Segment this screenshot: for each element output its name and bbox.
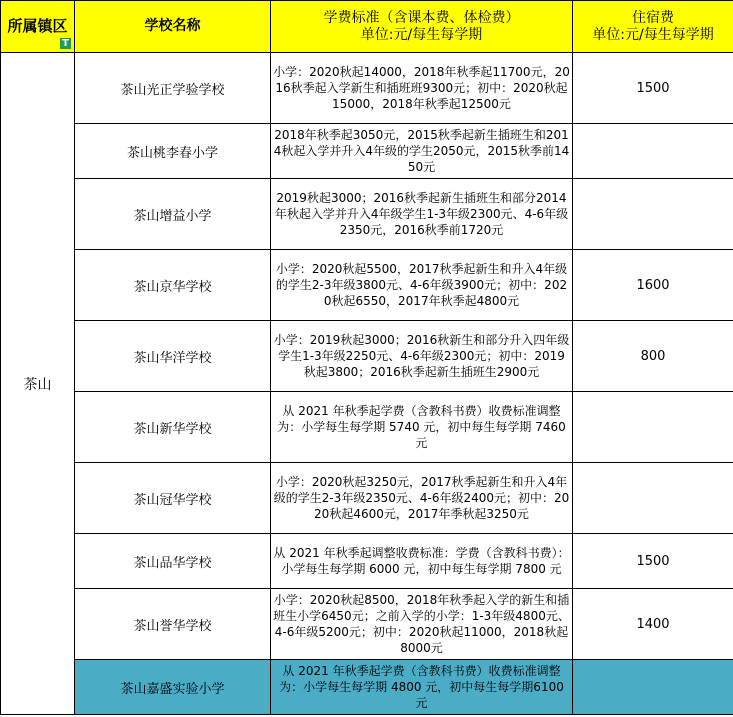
table-row: [1, 463, 733, 534]
tuition-fee-cell[interactable]: 从 2021 年秋季起学费（含教科书费）收费标准调整为：小学每生每学期 4800 元，初中每生每学期6100 元: [271, 660, 573, 715]
school-name-cell[interactable]: 茶山品华学校: [75, 534, 271, 589]
boarding-fee-cell[interactable]: 1500: [573, 534, 733, 589]
table-row: [1, 321, 733, 392]
boarding-fee-cell[interactable]: 800: [573, 321, 733, 392]
header-school[interactable]: [75, 1, 271, 53]
boarding-fee-cell[interactable]: [573, 179, 733, 250]
table-row: [1, 250, 733, 321]
tuition-fee-cell[interactable]: 小学：2019秋起3000；2016秋新生和部分升入四年级学生1-3年级2250元、4-6年级2300元；初中：2019秋起3800；2016秋季起新生插班生2900元: [271, 321, 573, 392]
header-board-unit: 单位:元/每生每学期: [592, 26, 714, 43]
boarding-fee-cell[interactable]: [573, 392, 733, 463]
boarding-fee-cell[interactable]: [573, 463, 733, 534]
table-row: [1, 179, 733, 250]
school-name-cell[interactable]: 茶山增益小学: [75, 179, 271, 250]
tuition-fee-cell[interactable]: 2018年秋季起3050元，2015秋季起新生插班生和2014秋起入学并升入4年级的学生2050元，2015秋季前1450元: [271, 124, 573, 179]
header-tuition-title: 学费标准（含课本费、体检费）: [323, 9, 520, 26]
school-name-cell[interactable]: 茶山冠华学校: [75, 463, 271, 534]
school-name-cell[interactable]: 茶山桃李春小学: [75, 124, 271, 179]
table-row: [1, 392, 733, 463]
tuition-fee-cell[interactable]: 2019秋起3000；2016秋季起新生插班生和部分2014年秋起入学并升入4年级学生1-3年级2300元、4-6年级2350元，2016秋季前1720元: [271, 179, 573, 250]
tuition-fee-cell[interactable]: 从 2021 年秋季起调整收费标准：学费（含教科书费）：小学每生每学期 6000 元，初中每生每学期 7800 元: [271, 534, 573, 589]
school-name-cell[interactable]: 茶山誉华学校: [75, 589, 271, 660]
filter-icon[interactable]: T: [60, 38, 71, 49]
boarding-fee-cell[interactable]: 1500: [573, 53, 733, 124]
table-row: [1, 534, 733, 589]
school-name-cell[interactable]: 茶山新华学校: [75, 392, 271, 463]
header-region[interactable]: [1, 1, 75, 53]
header-tuition-unit: 单位:元/每生每学期: [360, 26, 483, 43]
header-board-title: 住宿费: [632, 9, 674, 26]
header-region-label: 所属镇区: [7, 17, 68, 35]
boarding-fee-cell[interactable]: [573, 124, 733, 179]
header-board[interactable]: [573, 1, 733, 53]
table-row: [1, 660, 733, 715]
school-name-cell[interactable]: 茶山华洋学校: [75, 321, 271, 392]
header-school-label: 学校名称: [144, 18, 201, 34]
school-name-cell[interactable]: 茶山嘉盛实验小学: [75, 660, 271, 715]
region-cell[interactable]: 茶山: [1, 53, 75, 715]
table-row: [1, 53, 733, 124]
tuition-fee-cell[interactable]: 小学：2020秋起14000，2018年秋季起11700元，2016秋季起入学新生和插班班9300元；初中：2020秋起15000，2018年秋季起12500元: [271, 53, 573, 124]
tuition-fee-cell[interactable]: 小学：2020秋起8500，2018年秋季起入学的新生和插班生小学6450元；之前入学的小学：1-3年级4800元、4-6年级5200元；初中：2020秋起11000，2018秋起8000元: [271, 589, 573, 660]
header-row: [1, 1, 733, 53]
table-row: [1, 124, 733, 179]
tuition-fee-cell[interactable]: 小学：2020秋起5500，2017秋季起新生和升入4年级的学生2-3年级3800元、4-6年级3900元；初中：2020秋起6550，2017年秋季起4800元: [271, 250, 573, 321]
school-name-cell[interactable]: 茶山光正学验学校: [75, 53, 271, 124]
boarding-fee-cell[interactable]: 1600: [573, 250, 733, 321]
boarding-fee-cell[interactable]: 1400: [573, 589, 733, 660]
header-tuition[interactable]: [271, 1, 573, 53]
tuition-fee-cell[interactable]: 从 2021 年秋季起学费（含教科书费）收费标准调整为：小学每生每学期 5740 元，初中每生每学期 7460 元: [271, 392, 573, 463]
boarding-fee-cell[interactable]: [573, 660, 733, 715]
school-name-cell[interactable]: 茶山京华学校: [75, 250, 271, 321]
table-row: [1, 589, 733, 660]
tuition-fee-cell[interactable]: 小学：2020秋起3250元，2017秋季起新生和升入4年级的学生2-3年级2350元、4-6年级2400元；初中：2020秋起4600元，2017年季秋起3250元: [271, 463, 573, 534]
